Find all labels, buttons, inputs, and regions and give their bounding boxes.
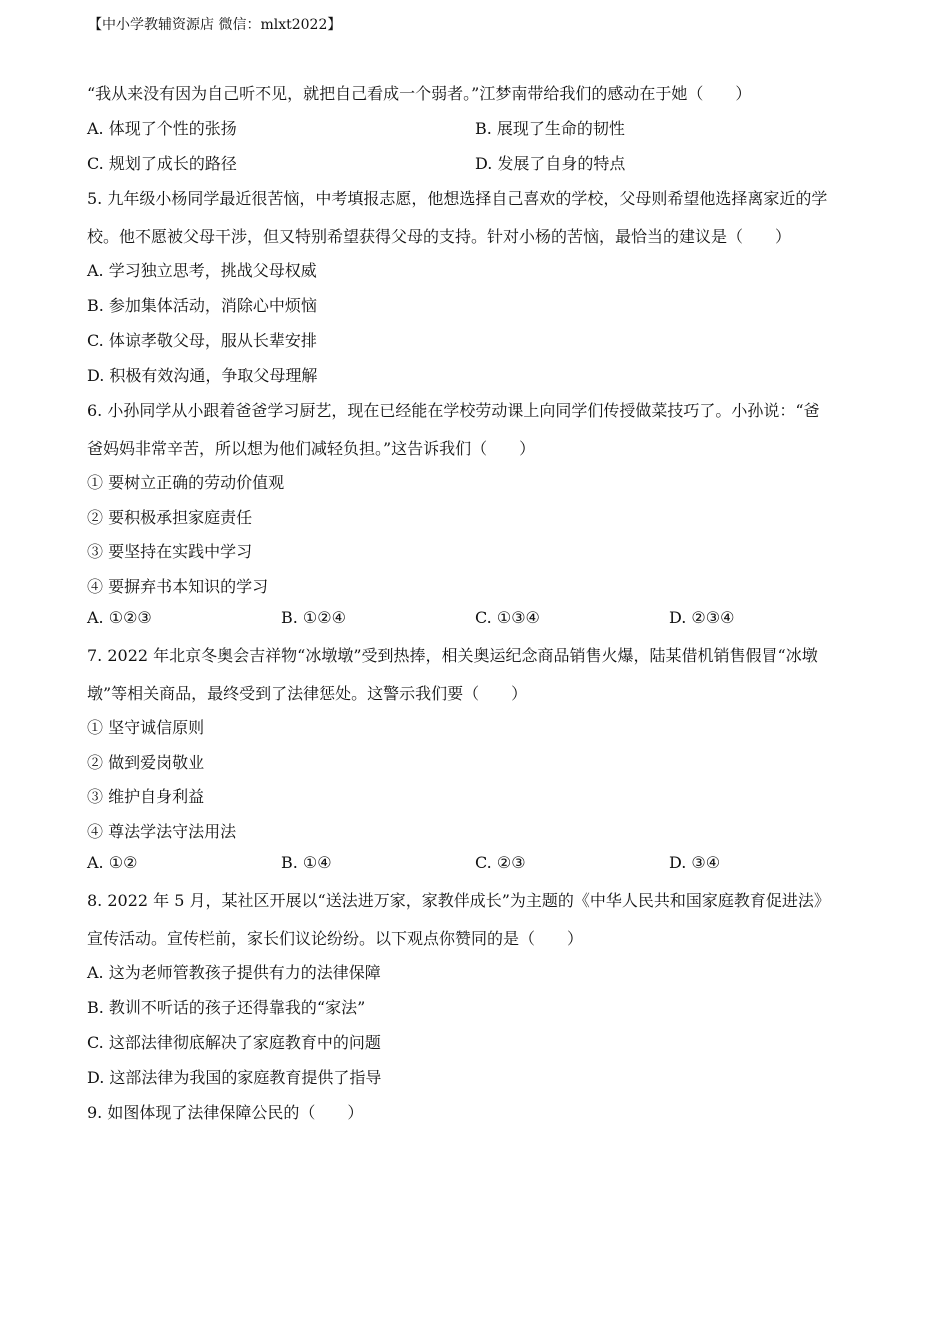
question-4-option-b: B. 展现了生命的韧性 bbox=[475, 119, 625, 138]
question-8-option-b: B. 教训不听话的孩子还得靠我的“家法” bbox=[87, 998, 366, 1017]
question-6-item-4: ④ 要摒弃书本知识的学习 bbox=[87, 577, 269, 596]
question-7-option-d: D. ③④ bbox=[669, 853, 721, 872]
question-6-item-2: ② 要积极承担家庭责任 bbox=[87, 508, 253, 527]
question-5-option-d: D. 积极有效沟通，争取父母理解 bbox=[87, 366, 318, 385]
question-8-option-c: C. 这部法律彻底解决了家庭教育中的问题 bbox=[87, 1033, 381, 1052]
question-7-option-c: C. ②③ bbox=[475, 853, 526, 872]
question-6-option-c: C. ①③④ bbox=[475, 608, 540, 627]
question-6-stem-line2: 爸妈妈非常辛苦，所以想为他们减轻负担。”这告诉我们（ ） bbox=[87, 439, 536, 458]
question-5-stem-line2: 校。他不愿被父母干涉，但又特别希望获得父母的支持。针对小杨的苦恼，最恰当的建议是（ ） bbox=[87, 227, 792, 246]
question-7-item-2: ② 做到爱岗敬业 bbox=[87, 753, 205, 772]
question-4-option-c: C. 规划了成长的路径 bbox=[87, 154, 237, 173]
question-6-option-d: D. ②③④ bbox=[669, 608, 735, 627]
question-6-option-a: A. ①②③ bbox=[87, 608, 152, 627]
question-4-option-a: A. 体现了个性的张扬 bbox=[87, 119, 237, 138]
question-7-item-3: ③ 维护自身利益 bbox=[87, 787, 205, 806]
question-7-item-1: ① 坚守诚信原则 bbox=[87, 718, 205, 737]
question-8-option-d: D. 这部法律为我国的家庭教育提供了指导 bbox=[87, 1068, 382, 1087]
question-5-option-a: A. 学习独立思考，挑战父母权威 bbox=[87, 261, 317, 280]
question-6-item-3: ③ 要坚持在实践中学习 bbox=[87, 542, 253, 561]
question-6-stem-line1: 6. 小孙同学从小跟着爸爸学习厨艺，现在已经能在学校劳动课上向同学们传授做菜技巧了。小孙说：“爸 bbox=[87, 401, 820, 420]
question-4-option-d: D. 发展了自身的特点 bbox=[475, 154, 626, 173]
question-5-stem-line1: 5. 九年级小杨同学最近很苦恼，中考填报志愿，他想选择自己喜欢的学校，父母则希望他选择离家近的学 bbox=[87, 189, 828, 208]
question-7-stem-line1: 7. 2022 年北京冬奥会吉祥物“冰墩墩”受到热捧，相关奥运纪念商品销售火爆，陆某借机销售假冒“冰墩 bbox=[87, 646, 818, 665]
question-6-option-b: B. ①②④ bbox=[281, 608, 346, 627]
page-header: 【中小学教辅资源店 微信：mlxt2022】 bbox=[88, 17, 342, 33]
question-5-option-c: C. 体谅孝敬父母，服从长辈安排 bbox=[87, 331, 317, 350]
question-6-item-1: ① 要树立正确的劳动价值观 bbox=[87, 473, 285, 492]
question-7-option-a: A. ①② bbox=[87, 853, 138, 872]
question-8-stem-line1: 8. 2022 年 5 月，某社区开展以“送法进万家，家教伴成长”为主题的《中华人民共和国家庭教育促进法》 bbox=[87, 891, 830, 910]
question-5-option-b: B. 参加集体活动，消除心中烦恼 bbox=[87, 296, 317, 315]
question-4-stem: “我从来没有因为自己听不见，就把自己看成一个弱者。”江梦南带给我们的感动在于她（ ） bbox=[87, 84, 752, 103]
question-7-option-b: B. ①④ bbox=[281, 853, 332, 872]
question-9-stem: 9. 如图体现了法律保障公民的（ ） bbox=[87, 1103, 364, 1122]
question-7-stem-line2: 墩”等相关商品，最终受到了法律惩处。这警示我们要（ ） bbox=[87, 684, 528, 703]
question-7-item-4: ④ 尊法学法守法用法 bbox=[87, 822, 237, 841]
question-8-option-a: A. 这为老师管教孩子提供有力的法律保障 bbox=[87, 963, 381, 982]
question-8-stem-line2: 宣传活动。宣传栏前，家长们议论纷纷。以下观点你赞同的是（ ） bbox=[87, 929, 584, 948]
